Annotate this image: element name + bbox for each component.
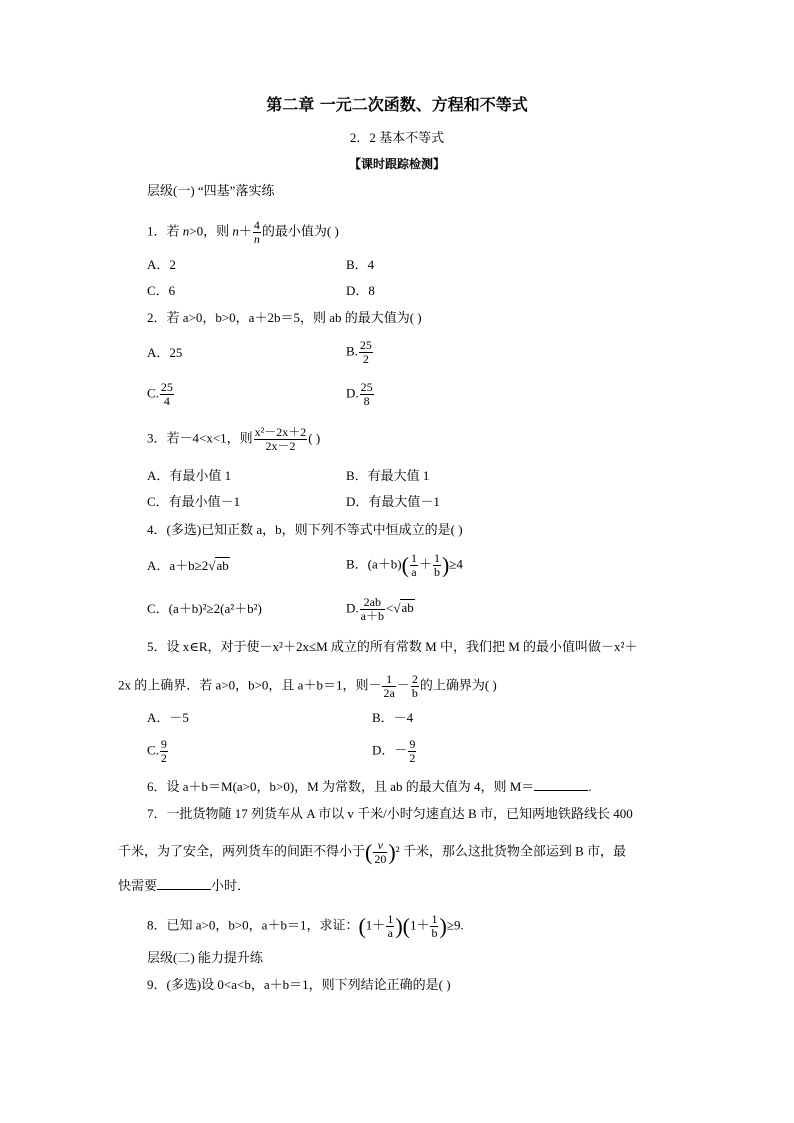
fraction: $\frac{4}{n}$ — [253, 218, 260, 246]
level-two-heading: 层级(二) 能力提升练 — [147, 950, 263, 965]
question-1-stem: 1．若 n>0，则 n＋ $\frac{4}{n}$ 的最小值为( ) — [147, 218, 339, 246]
question-7-line-2: 千米，为了安全，两列货车的间距不得小于( $\frac{v}{20}$ )² 千米，那么这批货物全部运到 B 市，最 — [118, 838, 626, 866]
chapter-title: 第二章 一元二次函数、方程和不等式 — [266, 95, 528, 114]
option-a: A．有最小值 1 — [147, 468, 232, 483]
question-3-stem: 3．若－4<x<1，则 $\frac{\text{x²－2x＋2}}{2x-2}$ ( ) — [147, 425, 321, 453]
question-4-stem: 4．(多选)已知正数 a，b，则下列不等式中恒成立的是( ) — [147, 522, 463, 537]
option-c: C．有最小值－1 — [147, 494, 241, 509]
question-5-line-2: 2x 的上确界．若 a>0，b>0，且 a＋b＝1，则－ $\frac{1}{2a}$ － $\frac{2}{b}$ 的上确界为( ) — [118, 672, 497, 700]
option-c: C．6 — [147, 283, 176, 298]
question-6-stem: 6．设 a＋b＝M(a>0，b>0)，M 为常数，且 ab 的最大值为 4，则 M＝ . — [147, 779, 592, 794]
option-b: B．有最大值 1 — [346, 468, 430, 483]
option-b: B. $\frac{25}{2}$ — [346, 338, 372, 366]
question-9-stem: 9．(多选)设 0<a<b，a＋b＝1，则下列结论正确的是( ) — [147, 977, 451, 992]
section-title: 2．2 基本不等式 — [349, 130, 445, 145]
question-7-line-1: 7．一批货物随 17 列货车从 A 市以 v 千米/小时匀速直达 B 市，已知两地铁路线长 400 — [147, 806, 633, 821]
option-b: B．4 — [346, 257, 375, 272]
answer-blank[interactable] — [157, 877, 211, 890]
option-a: A．25 — [147, 345, 183, 360]
bracket-title: 【课时跟踪检测】 — [348, 157, 445, 171]
option-d: D．－ $\frac{9}{2}$ — [372, 737, 416, 765]
option-a: A．a＋b≥2√ab — [147, 558, 229, 573]
option-d: D．8 — [346, 283, 375, 298]
option-c: C．(a＋b)²≥2(a²＋b²) — [147, 601, 262, 616]
option-b: B．－4 — [372, 710, 414, 725]
answer-blank[interactable] — [534, 778, 588, 791]
question-8-stem: 8．已知 a>0，b>0，a＋b＝1，求证：(1＋ $\frac{1}{a}$ )(1＋ $\frac{1}{b}$ )≥9. — [147, 912, 464, 940]
option-c: C. $\frac{25}{4}$ — [147, 380, 173, 408]
option-a: A．－5 — [147, 710, 189, 725]
option-c: C. $\frac{9}{2}$ — [147, 737, 167, 765]
option-d: D. $\frac{2ab}{a+b}$ <√ab — [346, 595, 414, 623]
option-d: D．有最大值－1 — [346, 494, 440, 509]
option-d: D. $\frac{25}{8}$ — [346, 380, 373, 408]
option-a: A．2 — [147, 257, 176, 272]
option-b: B．(a＋b)( $\frac{1}{a}$ ＋ $\frac{1}{b}$ )≥4 — [346, 551, 463, 579]
question-2-stem: 2．若 a>0，b>0，a＋2b＝5，则 ab 的最大值为( ) — [147, 310, 422, 325]
level-one-heading: 层级(一) “四基”落实练 — [147, 183, 275, 198]
question-5-line-1: 5．设 x∈R，对于使－x²＋2x≤M 成立的所有常数 M 中，我们把 M 的最小值叫做－x²＋ — [147, 639, 638, 654]
question-7-line-3: 快需要 小时． — [118, 878, 251, 893]
